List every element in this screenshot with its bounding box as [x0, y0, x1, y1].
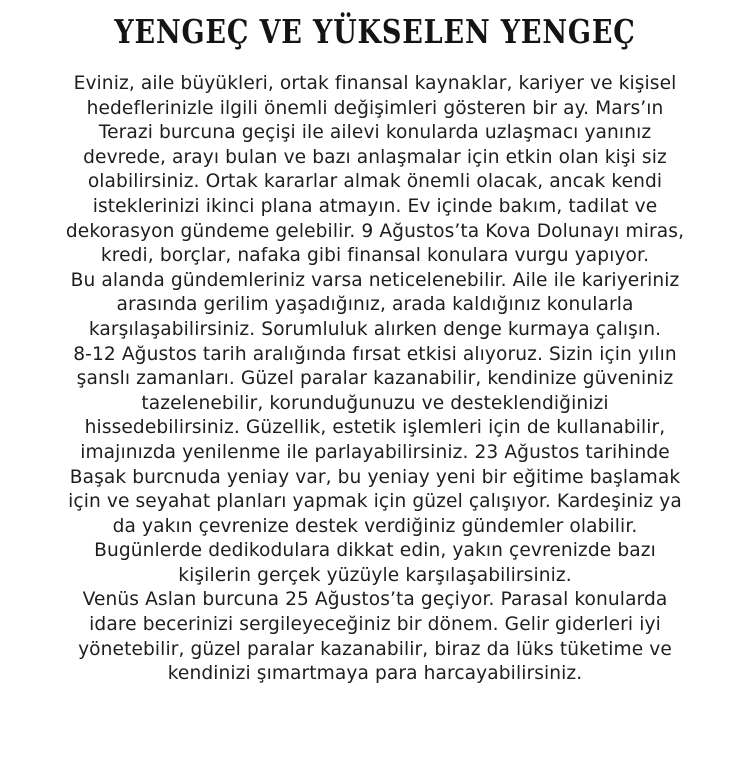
- text-line: Bu alanda gündemleriniz varsa neticelenebilir. Aile ile kariyeriniz: [70, 269, 680, 291]
- text-line: Venüs Aslan burcuna 25 Ağustos’ta geçiyor. Parasal konularda: [82, 589, 668, 611]
- text-line: imajınızda yenilenme ile parlayabilirsiniz. 23 Ağustos tarihinde: [80, 441, 670, 463]
- text-line: Terazi burcuna geçişi ile ailevi konularda uzlaşmacı yanınız: [98, 122, 652, 144]
- text-line: Başak burcnuda yeniay var, bu yeniay yeni bir eğitime başlamak: [69, 466, 681, 488]
- text-line: da yakın çevrenize destek verdiğiniz gündemler olabilir.: [112, 515, 638, 537]
- text-line: devrede, arayı bulan ve bazı anlaşmalar için etkin olan kişi siz: [83, 146, 667, 168]
- text-line: hissedebilirsiniz. Güzellik, estetik işlemleri için de kullanabilir,: [84, 417, 666, 439]
- text-line: kişilerin gerçek yüzüyle karşılaşabilirsiniz.: [178, 564, 572, 586]
- text-line: 8-12 Ağustos tarih aralığında fırsat etkisi alıyoruz. Sizin için yılın: [73, 343, 677, 365]
- horoscope-text: [16, 72, 734, 687]
- text-line: Bugünlerde dedikodulara dikkat edin, yakın çevrenizde bazı: [94, 540, 656, 562]
- text-line: arasında gerilim yaşadığınız, arada kaldığınız konularla: [116, 294, 634, 316]
- text-line: için ve seyahat planları yapmak için güzel çalışıyor. Kardeşiniz ya: [68, 491, 682, 513]
- text-line: şanslı zamanları. Güzel paralar kazanabilir, kendinize güveniniz: [76, 368, 674, 390]
- text-line: dekorasyon gündeme gelebilir. 9 Ağustos’ta Kova Dolunayı miras,: [65, 220, 685, 242]
- text-line: hedeflerinizle ilgili önemli değişimleri gösteren bir ay. Mars’ın: [86, 97, 664, 119]
- text-line: idare becerinizi sergileyeceğiniz bir dönem. Gelir giderleri iyi: [89, 614, 661, 636]
- page-title: YENGEÇ VE YÜKSELEN YENGEÇ: [114, 12, 636, 51]
- text-line: tazelenebilir, korunduğunuzu ve desteklendiğinizi: [141, 392, 609, 414]
- text-line: kredi, borçlar, nafaka gibi finansal konulara vurgu yapıyor.: [100, 245, 650, 267]
- text-line: yönetebilir, güzel paralar kazanabilir, biraz da lüks tüketime ve: [78, 638, 672, 660]
- text-line: karşılaşabilirsiniz. Sorumluluk alırken denge kurmaya çalışın.: [88, 318, 662, 340]
- text-line: olabilirsiniz. Ortak kararlar almak önemli olacak, ancak kendi: [87, 171, 663, 193]
- text-line: Eviniz, aile büyükleri, ortak finansal kaynaklar, kariyer ve kişisel: [73, 73, 677, 94]
- text-line: kendinizi şımartmaya para harcayabilirsiniz.: [167, 663, 583, 685]
- text-line: isteklerinizi ikinci plana atmayın. Ev içinde bakım, tadilat ve: [92, 195, 658, 217]
